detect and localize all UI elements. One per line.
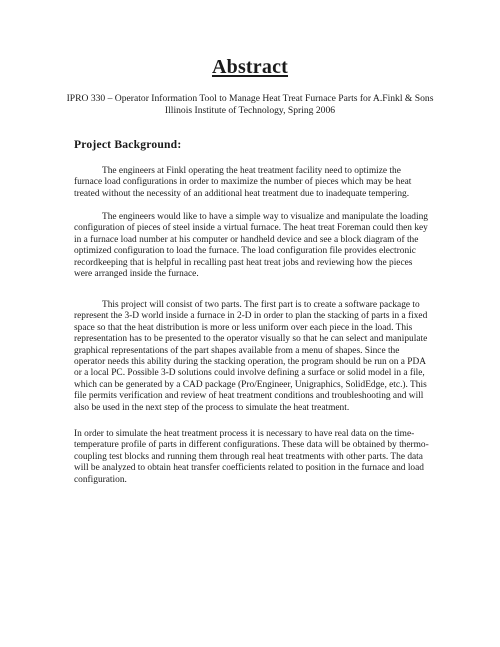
- paragraph-3: [74, 300, 430, 414]
- paragraph-3-text: This project will consist of two parts. The first part is to create a software package to represent the 3-D world inside a furnace in 2-D in order to plan the stacking of parts in a fixed space so that the heat distribution is more or less uniform over each piece in the load. This representation has to be presented to the operator visually so that he can select and manipulate graphical representations of the part shapes available from a menu of shapes. Since the operator needs this ability during the stacking operation, the program should be run on a PDA or a local PC. Possible 3-D solutions could involve defining a surface or solid model in a file, which can be generated by a CAD package (Pro/Engineer, Unigraphics, SolidEdge, etc.). This file permits verification and review of heat treatment conditions and troubleshooting and will also be used in the next step of the process to simulate the heat treatment.: [74, 300, 428, 413]
- paragraph-1-text: The engineers at Finkl operating the heat treatment facility need to optimize the furnace load configurations in order to maximize the number of pieces which may be heat treated without the necessity of an additional heat treatment due to inadequate tempering.: [74, 166, 412, 199]
- section-heading: Project Background:: [74, 138, 182, 151]
- subtitle-institution-line: Illinois Institute of Technology, Spring 2006: [164, 104, 336, 116]
- paragraph-4: [74, 429, 430, 486]
- subtitle-course-line: IPRO 330 – Operator Information Tool to Manage Heat Treat Furnace Parts for A.Finkl & Sons: [66, 93, 434, 104]
- paragraph-1: [74, 166, 430, 200]
- paragraph-4-text: In order to simulate the heat treatment process it is necessary to have real data on the time-temperature profile of parts in different configurations. These data will be obtained by thermo-coupling test blocks and running them through real heat treatments with other parts. The data will be analyzed to obtain heat transfer coefficients related to position in the furnace and load configuration.: [74, 429, 429, 485]
- document-subtitle: [60, 93, 440, 116]
- paragraph-2-text: The engineers would like to have a simple way to visualize and manipulate the loading configuration of pieces of steel inside a virtual furnace. The heat treat Foreman could then key in a furnace load number at his computer or handheld device and see a block diagram of the optimized configuration to load the furnace. The load configuration file provides electronic recordkeeping that is helpful in recalling past heat treat jobs and reviewing how the pieces were arranged inside the furnace.: [74, 212, 428, 280]
- paragraph-2: [74, 212, 430, 280]
- page-title: Abstract: [211, 56, 289, 78]
